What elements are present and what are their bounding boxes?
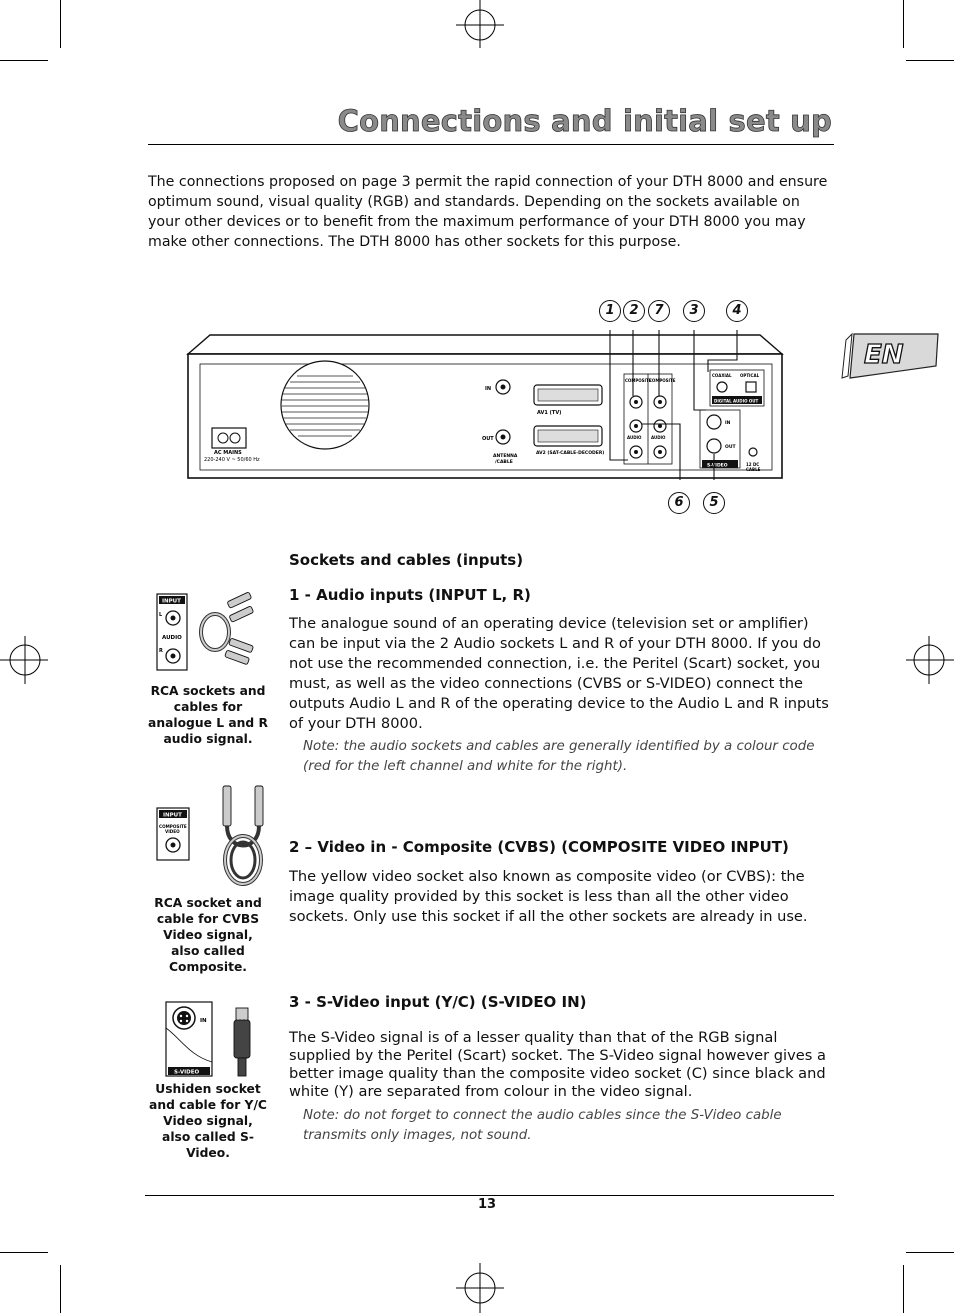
page-title: Connections and initial set up: [337, 104, 832, 138]
registration-mark-top: [450, 0, 510, 50]
crop-mark: [60, 0, 61, 48]
audio-label-output: AUDIO: [651, 435, 666, 440]
composite-label-input: COMPOSITE: [625, 378, 652, 383]
audio-icon-l-label: L: [159, 612, 163, 618]
audio-icon-r-label: R: [159, 648, 163, 654]
rear-panel-diagram: [180, 330, 790, 490]
callout-5: 5: [703, 492, 725, 514]
registration-mark-bottom: [450, 1263, 510, 1313]
antenna-label: ANTENNA: [493, 454, 518, 459]
registration-mark-left: [0, 630, 50, 690]
composite-icon-video-label: VIDEO: [165, 829, 180, 834]
antenna-out-label: OUT: [482, 436, 494, 442]
dc-label: 12 DC: [746, 462, 760, 467]
svideo-out-label: OUT: [725, 445, 736, 450]
audio-heading: 1 - Audio inputs (INPUT L, R): [289, 586, 531, 604]
callout-1: 1: [599, 300, 621, 322]
audio-note: Note: the audio sockets and cables are generally identified by a colour code (red for the left channel and white for the right).: [303, 739, 815, 774]
footer-rule: [145, 1195, 834, 1196]
composite-icon-composite-label: COMPOSITE: [159, 824, 187, 829]
title-rule: [148, 144, 834, 145]
callout-4: 4: [726, 300, 748, 322]
audio-body: The analogue sound of an operating device (television set or amplifier) can be input via the 2 Audio sockets L and R of your DTH 8000. If you do not use the recommended connection, i.e. the Peritel (Scart) socket, you must, as well as the video connections (CVBS or S-VIDEO) connect the outputs Audio L and R of the operating device to the Audio L and R inputs of your DTH 8000.: [289, 615, 829, 732]
svideo-body: The S-Video signal is of a lesser quality than that of the RGB signal supplied by the Peritel (Scart) socket. The S-Video signal however gives a better image quality than the composite video socket (C) since black and white (Y) are separated from colour in the video signal.: [289, 1029, 826, 1100]
language-badge-en: [840, 330, 940, 380]
svideo-icon-svideo-label: S-VIDEO: [174, 1069, 200, 1076]
coaxial-label: COAXIAL: [712, 373, 732, 378]
svideo-panel-label: S-VIDEO: [707, 463, 728, 469]
audio-socket-illustration: [155, 590, 265, 675]
crop-mark: [903, 1265, 904, 1313]
svideo-caption: Ushiden socket and cable for Y/C Video signal, also called S-Video.: [149, 1082, 267, 1160]
crop-mark: [60, 1265, 61, 1313]
section-heading: Sockets and cables (inputs): [289, 551, 524, 569]
av1-label: AV1 (TV): [537, 410, 562, 416]
digital-audio-out-label: DIGITAL AUDIO OUT: [714, 398, 759, 404]
svideo-socket-illustration: [160, 998, 270, 1078]
svideo-note: Note: do not forget to connect the audio cables since the S-Video cable transmits only images, not sound.: [303, 1108, 782, 1143]
crop-mark: [903, 0, 904, 48]
language-badge-text: EN: [864, 340, 904, 370]
dc-label-2: CABLE: [746, 467, 761, 472]
antenna-in-label: IN: [485, 386, 492, 392]
callout-2: 2: [623, 300, 645, 322]
crop-mark: [906, 60, 954, 61]
composite-heading: 2 – Video in - Composite (CVBS) (COMPOSITE VIDEO INPUT): [289, 838, 789, 856]
audio-caption: RCA sockets and cables for analogue L and R audio signal.: [148, 684, 268, 746]
callout-6: 6: [668, 492, 690, 514]
composite-label-output: COMPOSITE: [649, 378, 676, 383]
ac-mains-label: AC MAINS: [214, 450, 242, 456]
cable-label: /CABLE: [495, 460, 513, 465]
optical-label: OPTICAL: [740, 373, 760, 378]
svideo-in-label: IN: [725, 421, 731, 426]
crop-mark: [0, 60, 48, 61]
composite-caption: RCA socket and cable for CVBS Video signal, also called Composite.: [154, 896, 262, 974]
crop-mark: [0, 1252, 48, 1253]
svideo-heading: 3 - S-Video input (Y/C) (S-VIDEO IN): [289, 993, 587, 1011]
callout-7: 7: [648, 300, 670, 322]
svideo-icon-in-label: IN: [200, 1018, 207, 1024]
ac-spec-label: 220-240 V ~ 50/60 Hz: [204, 457, 260, 463]
composite-body: The yellow video socket also known as composite video (or CVBS): the image quality provided by this socket is less than all the other video sockets. Only use this socket if all the other sockets are already in use.: [289, 868, 808, 925]
intro-paragraph: The connections proposed on page 3 permit the rapid connection of your DTH 8000 and ensure optimum sound, visual quality (RGB) and standards. Depending on the sockets available on your other devices or to benefit from the maximum performance of your DTH 8000 you may make other connections. The DTH 8000 has other sockets for this purpose.: [148, 174, 828, 250]
audio-label-input: AUDIO: [627, 435, 642, 440]
composite-socket-illustration: [155, 782, 270, 892]
registration-mark-right: [904, 630, 954, 690]
audio-icon-audio-label: AUDIO: [162, 635, 182, 641]
composite-icon-input-label: INPUT: [163, 812, 182, 819]
callout-3: 3: [683, 300, 705, 322]
av2-label: AV2 (SAT-CABLE-DECODER): [536, 451, 605, 456]
page-number: 13: [477, 1197, 497, 1212]
audio-icon-input-label: INPUT: [162, 598, 181, 605]
crop-mark: [906, 1252, 954, 1253]
